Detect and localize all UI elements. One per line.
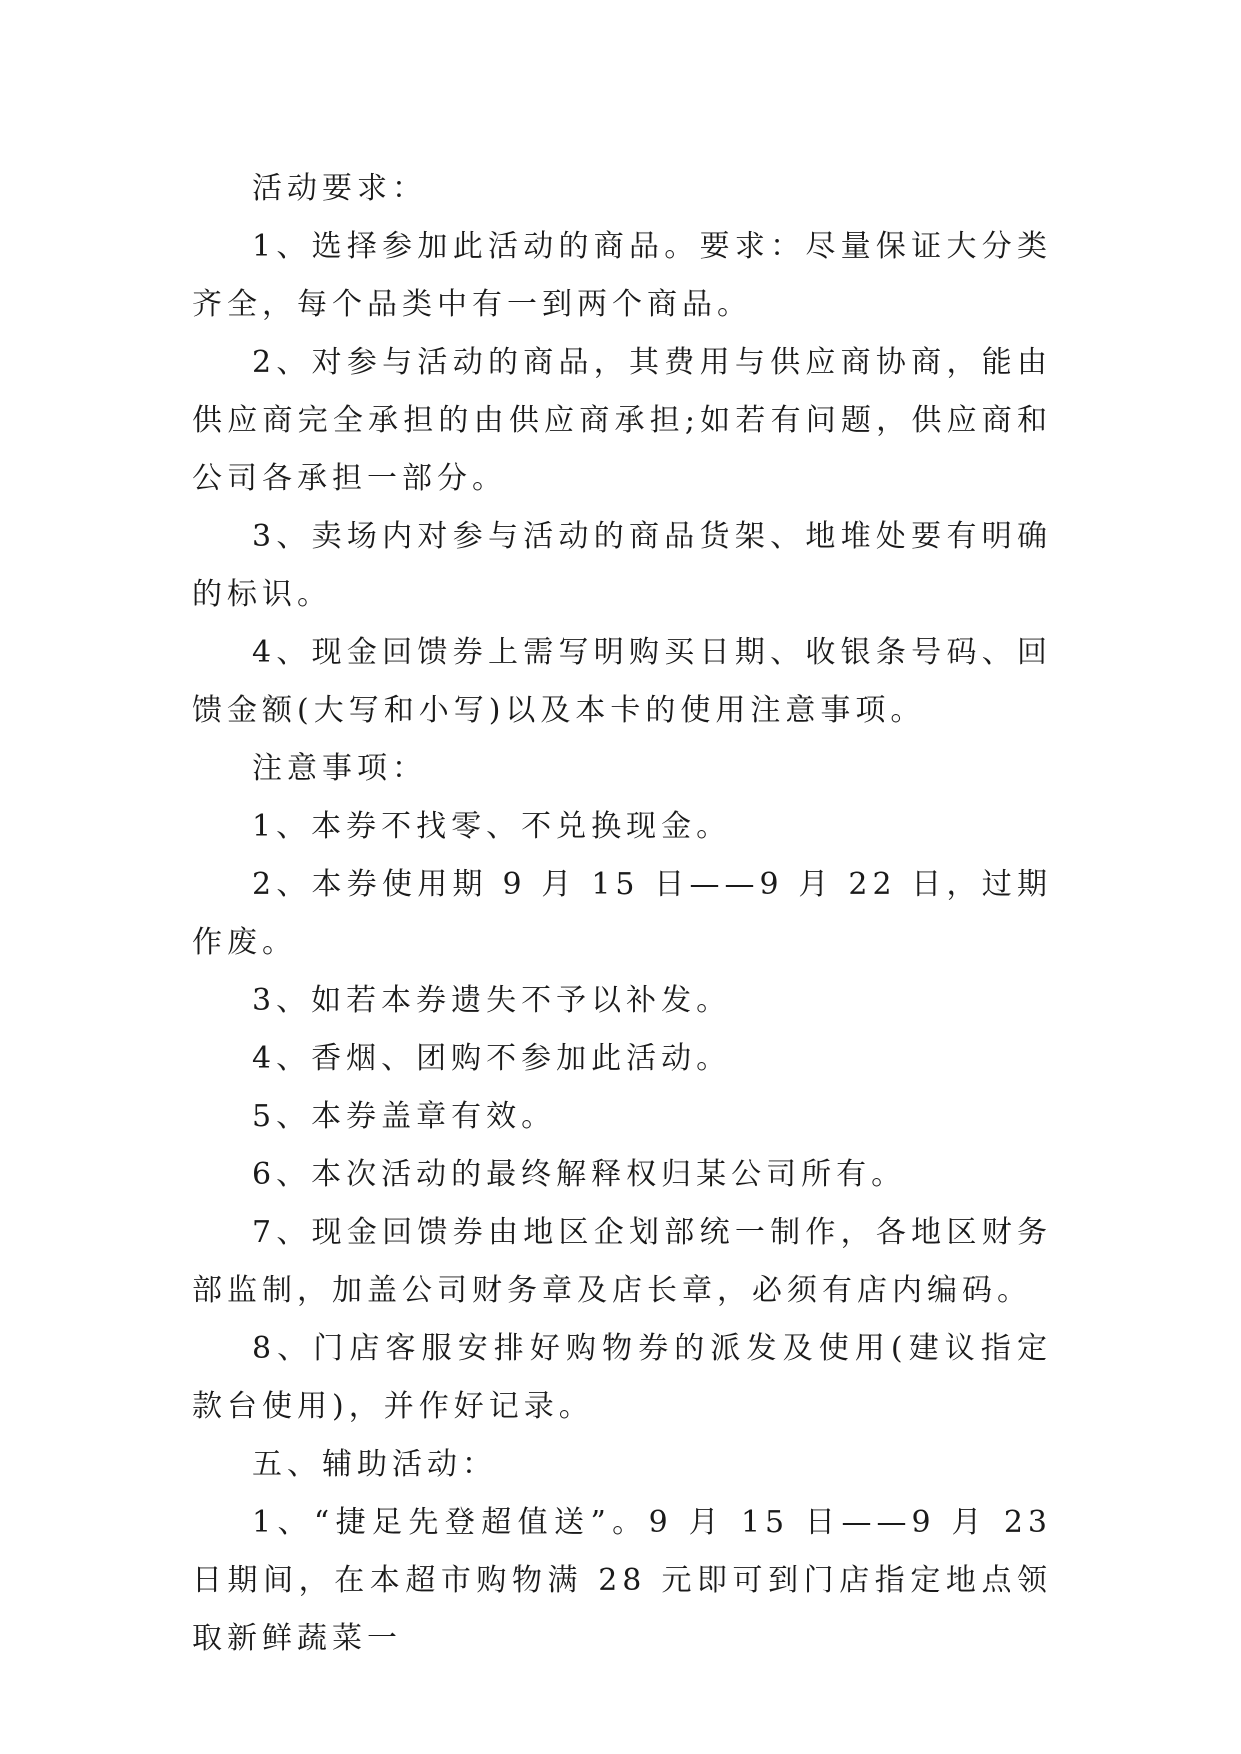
requirement-item-3: 3、卖场内对参与活动的商品货架、地堆处要有明确的标识。 [192,519,1052,612]
note-item-7: 7、现金回馈券由地区企划部统一制作，各地区财务部监制，加盖公司财务章及店长章，必须有店内编码。 [192,1215,1052,1308]
note-item-2: 2、本券使用期 9 月 15 日——9 月 22 日，过期作废。 [192,867,1052,960]
document-body [192,160,1052,1668]
heading-activity-requirements: 活动要求： [252,171,427,206]
heading-auxiliary-activities: 五、辅助活动： [252,1447,497,1482]
note-item-5: 5、本券盖章有效。 [252,1099,557,1134]
requirement-item-2: 2、对参与活动的商品，其费用与供应商协商，能由供应商完全承担的由供应商承担;如若有问题，供应商和公司各承担一部分。 [192,345,1052,496]
auxiliary-item-1: 1、“捷足先登超值送”。9 月 15 日——9 月 23 日期间，在本超市购物满 28 元即可到门店指定地点领取新鲜蔬菜一 [192,1505,1052,1656]
note-item-1: 1、本券不找零、不兑换现金。 [252,809,732,844]
note-item-4: 4、香烟、团购不参加此活动。 [252,1041,732,1076]
heading-notes: 注意事项： [252,751,427,786]
requirement-item-4: 4、现金回馈券上需写明购买日期、收银条号码、回馈金额(大写和小写)以及本卡的使用注意事项。 [192,635,1052,728]
note-item-3: 3、如若本券遗失不予以补发。 [252,983,732,1018]
note-item-8: 8、门店客服安排好购物券的派发及使用(建议指定款台使用)，并作好记录。 [192,1331,1052,1424]
requirement-item-1: 1、选择参加此活动的商品。要求：尽量保证大分类齐全，每个品类中有一到两个商品。 [192,229,1052,322]
note-item-6: 6、本次活动的最终解释权归某公司所有。 [252,1157,907,1192]
